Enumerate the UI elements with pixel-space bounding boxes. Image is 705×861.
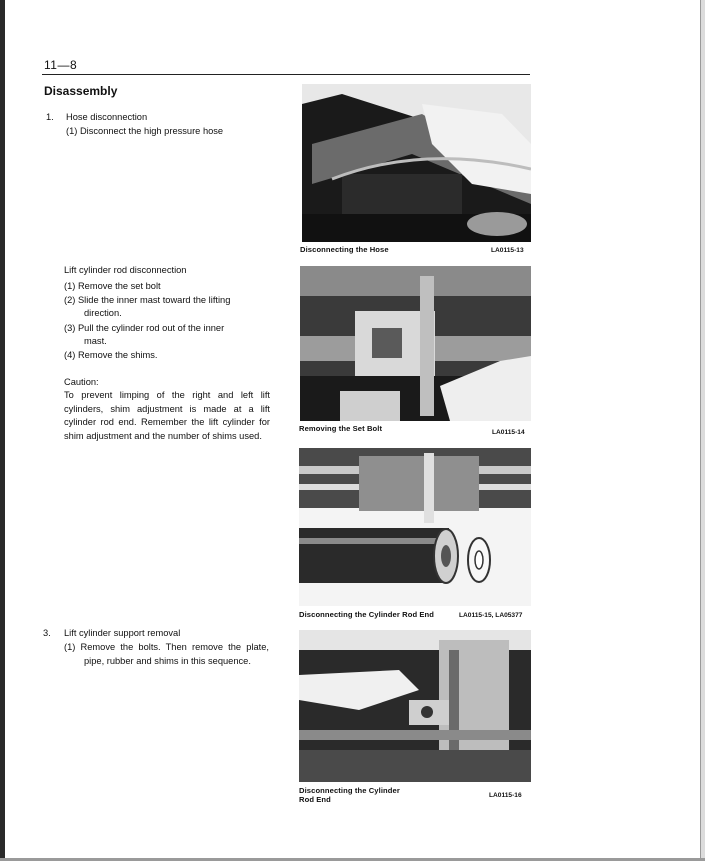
figure-support-photo (299, 630, 531, 782)
step-2-substep-4: (4) Remove the shims. (64, 350, 158, 360)
page-number: 11—8 (44, 58, 78, 72)
figure-support-caption (299, 786, 400, 804)
caution-text: To prevent limping of the right and left lift cylinders, shim adjustment is made at a lift cylinder rod end. Remember the lift cylinder for shim adjustment and the number of shims used. (64, 390, 270, 441)
figure-support-caption-line-1: Disconnecting the Cylinder (299, 786, 400, 795)
figure-set-bolt-photo (300, 266, 531, 421)
step-1-substep-1: (1) Disconnect the high pressure hose (66, 126, 224, 136)
step-2-substep-3-cont: mast. (84, 336, 107, 346)
figure-support-code: LA0115-16 (489, 792, 522, 799)
figure-support-caption-line-2: Rod End (299, 795, 331, 804)
step-1-title: Hose disconnection (66, 112, 148, 122)
step-2-substep-1: (1) Remove the set bolt (64, 281, 161, 291)
section-title: Disassembly (44, 84, 118, 98)
step-3-number: 3. (43, 628, 51, 638)
step-2-substep-3: (3) Pull the cylinder rod out of the inner (64, 323, 225, 333)
step-2-substep-2: (2) Slide the inner mast toward the lifting (64, 295, 231, 305)
step-3-substep-1: (1) Remove the bolts. Then remove the plate, pipe, rubber and shims in this sequence. (64, 642, 269, 666)
figure-rod-end-code: LA0115-15, LA05377 (459, 612, 523, 619)
page-frame-right (701, 0, 705, 861)
step-3-title: Lift cylinder support removal (64, 628, 181, 638)
caution-label: Caution: (64, 377, 99, 387)
page-frame-left (0, 0, 5, 861)
figure-hose-code: LA0115-13 (491, 247, 524, 254)
header-rule (42, 74, 530, 75)
step-2-title: Lift cylinder rod disconnection (64, 265, 187, 275)
figure-rod-end-caption: Disconnecting the Cylinder Rod End (299, 610, 435, 619)
step-2-substep-2-cont: direction. (84, 308, 122, 318)
step-1-number: 1. (46, 112, 54, 122)
figure-set-bolt-code: LA0115-14 (492, 429, 525, 436)
figure-hose-photo (302, 84, 531, 242)
figure-set-bolt-caption: Removing the Set Bolt (299, 424, 383, 433)
figure-hose-caption: Disconnecting the Hose (300, 245, 389, 254)
figure-rod-end-photo (299, 448, 531, 606)
